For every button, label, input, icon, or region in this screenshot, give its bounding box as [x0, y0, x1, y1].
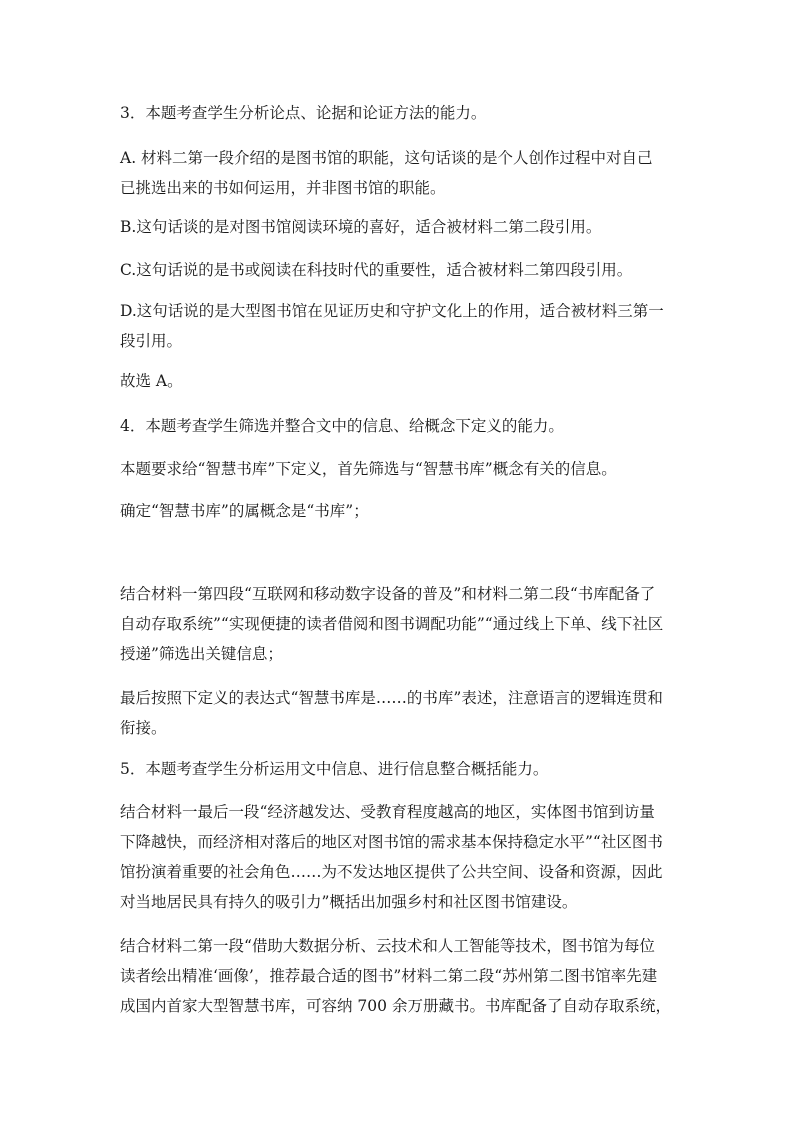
- text-line: 最后按照下定义的表达式“智慧书库是……的书库”表述，注意语言的逻辑连贯和: [120, 689, 663, 707]
- q4-genus-concept: [120, 496, 680, 526]
- text-line: 下降越快，而经济相对落后的地区对图书馆的需求基本保持稳定水平”“社区图书: [120, 833, 663, 851]
- option-c-analysis: [120, 255, 680, 285]
- text-line: A. 材料二第一段介绍的是图书馆的职能，这句话谈的是个人创作过程中对自己: [120, 149, 653, 167]
- q4-requirement: [120, 454, 680, 484]
- q4-key-info: [120, 579, 680, 669]
- text-line: 结合材料一最后一段“经济越发达、受教育程度越高的地区，实体图书馆到访量: [120, 803, 655, 821]
- option-b-analysis: [120, 212, 680, 242]
- option-d-analysis: [120, 296, 680, 356]
- text-line: 故选 A。: [120, 372, 183, 390]
- q4-expression: [120, 683, 680, 743]
- text-line: 自动存取系统”“实现便捷的读者借阅和图书调配功能”“通过线上下单、线下社区: [120, 615, 664, 633]
- text-line: 结合材料二第一段“借助大数据分析、云技术和人工智能等技术，图书馆为每位: [120, 937, 655, 955]
- text-line: 衔接。: [120, 719, 167, 737]
- text-line: C.这句话说的是书或阅读在科技时代的重要性，适合被材料二第四段引用。: [120, 261, 633, 279]
- text-line: 本题要求给“智慧书库”下定义，首先筛选与“智慧书库”概念有关的信息。: [120, 460, 617, 478]
- option-a-analysis: [120, 143, 680, 203]
- text-line: 结合材料一第四段“互联网和移动数字设备的普及”和材料二第二段“书库配备了: [120, 585, 656, 603]
- text-line: 读者绘出精准‘画像’，推荐最合适的图书”材料二第二段“苏州第二图书馆率先建: [120, 967, 658, 985]
- q3-heading: [120, 98, 680, 128]
- text-line: 段引用。: [120, 332, 183, 350]
- text-line: 3．本题考查学生分析论点、论据和论证方法的能力。: [120, 104, 487, 122]
- text-line: 馆扮演着重要的社会角色……为不发达地区提供了公共空间、设备和资源，因此: [120, 863, 663, 881]
- q5-material-two: [120, 931, 680, 1021]
- q5-material-one: [120, 797, 680, 917]
- q4-heading: [120, 411, 680, 441]
- text-line: 已挑选出来的书如何运用，并非图书馆的职能。: [120, 179, 446, 197]
- text-line: 5．本题考查学生分析运用文中信息、进行信息整合概括能力。: [120, 760, 549, 778]
- text-line: D.这句话说的是大型图书馆在见证历史和守护文化上的作用，适合被材料三第一: [120, 302, 664, 320]
- text-line: 4．本题考查学生筛选并整合文中的信息、给概念下定义的能力。: [120, 417, 564, 435]
- text-line: 对当地居民具有持久的吸引力”概括出加强乡村和社区图书馆建设。: [120, 893, 578, 911]
- q3-answer: [120, 366, 680, 396]
- text-line: B.这句话谈的是对图书馆阅读环境的喜好，适合被材料二第二段引用。: [120, 218, 602, 236]
- text-line: 确定“智慧书库”的属概念是“书库”；: [120, 502, 369, 520]
- text-line: 成国内首家大型智慧书库，可容纳 700 余万册藏书。书库配备了自动存取系统，: [120, 997, 671, 1015]
- text-line: 授递”筛选出关键信息；: [120, 645, 283, 663]
- q5-heading: [120, 754, 680, 784]
